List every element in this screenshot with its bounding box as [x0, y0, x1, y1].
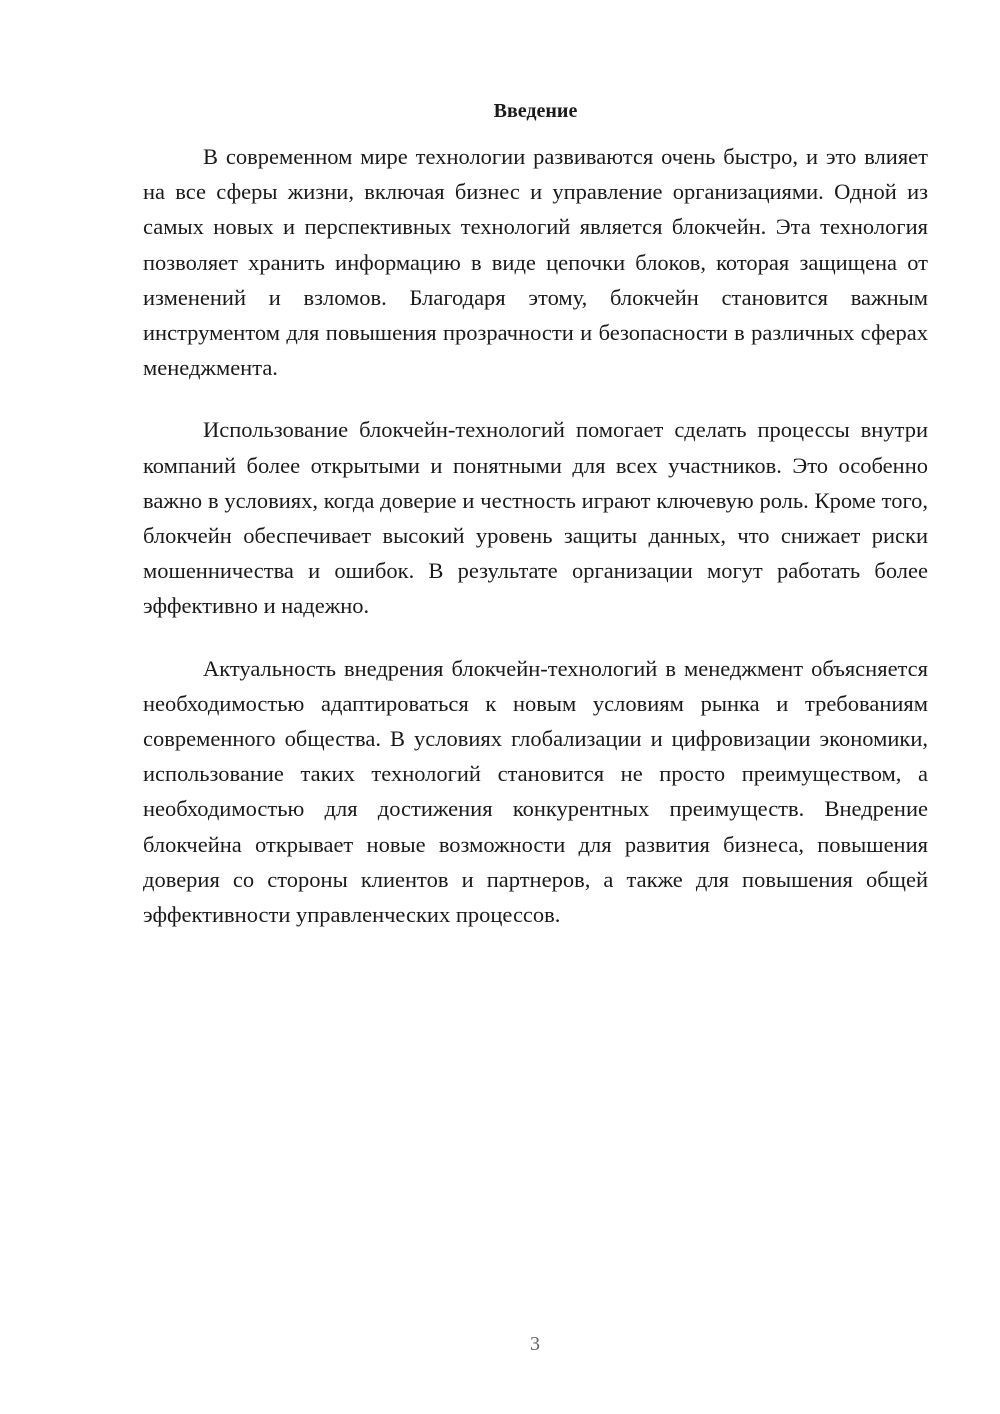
paragraph-3: Актуальность внедрения блокчейн-технологий в менеджмент объясняется необходимостью адаптироваться к новым условиям рынка и требованиям современного общества. В условиях глобализации и цифровизации экономики, использование таких технологий становится не просто преимуществом, а необходимостью для достижения конкурентных преимуществ. Внедрение блокчейна открывает новые возможности для развития бизнеса, повышения доверия со стороны клиентов и партнеров, а также для повышения общей эффективности управленческих процессов.: [143, 655, 928, 928]
section-heading: Введение: [493, 100, 578, 122]
page-number: 3: [530, 1333, 540, 1355]
document-body: [143, 95, 928, 959]
paragraph-2: Использование блокчейн-технологий помогает сделать процессы внутри компаний более открытыми и понятными для всех участников. Это особенно важно в условиях, когда доверие и честность играют ключевую роль. Кроме того, блокчейн обеспечивает высокий уровень защиты данных, что снижает риски мошенничества и ошибок. В результате организации могут работать более эффективно и надежно.: [143, 417, 928, 619]
paragraph-1: В современном мире технологии развиваются очень быстро, и это влияет на все сферы жизни, включая бизнес и управление организациями. Одной из самых новых и перспективных технологий является блокчейн. Эта технология позволяет хранить информацию в виде цепочки блоков, которая защищена от изменений и взломов. Благодаря этому, блокчейн становится важным инструментом для повышения прозрачности и безопасности в различных сферах менеджмента.: [143, 144, 928, 381]
